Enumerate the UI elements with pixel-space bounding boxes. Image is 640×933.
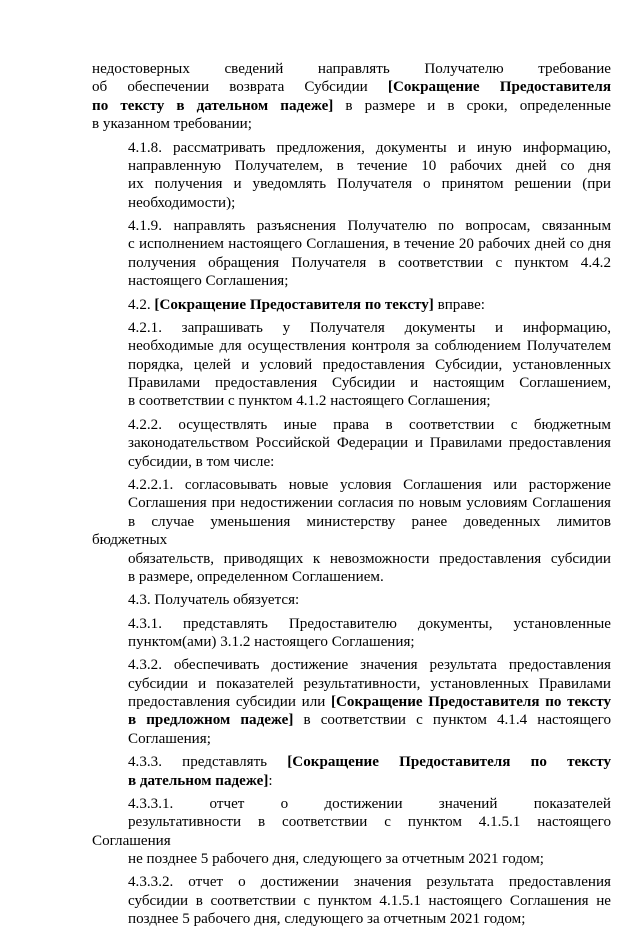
text-segment: 4.1.9. направлять разъяснения Получателю по вопросам, связанным	[128, 218, 611, 235]
text-segment: субсидии и показателей результативности, установленных Правилами	[128, 675, 611, 692]
paragraph-p7	[92, 476, 611, 586]
text-segment: об обеспечении возврата Субсидии	[92, 79, 388, 96]
text-line	[92, 434, 611, 452]
text-line	[92, 813, 611, 850]
text-line	[92, 217, 611, 235]
text-segment: в соответствии с пунктом 4.1.4 настоящего	[293, 712, 612, 729]
text-segment: законодательством Российской Федерации и Правилами предоставления	[128, 435, 611, 452]
text-segment: в случае уменьшения министерству ранее доведенных лимитов бюджетных	[92, 513, 611, 549]
text-line	[92, 416, 611, 434]
paragraph-p8	[92, 591, 611, 609]
text-line	[92, 319, 611, 337]
text-segment: недостоверных сведений направлять Получателю требование	[92, 61, 611, 77]
paragraph-p1	[92, 60, 611, 134]
text-segment: вправе:	[433, 296, 485, 313]
paragraph-p2	[92, 139, 611, 213]
text-segment: предоставления субсидии или	[128, 694, 331, 711]
bold-placeholder-text: [Сокращение Предоставителя	[387, 79, 611, 96]
text-line	[92, 235, 611, 253]
text-line	[92, 693, 611, 711]
text-segment: получения обращения Получателя в соответствии с пунктом 4.4.2	[128, 254, 611, 271]
text-segment: в размере, определенном Соглашением.	[128, 568, 384, 585]
text-line	[92, 753, 611, 771]
text-segment: порядка, целей и условий предоставления Субсидии, установленных	[128, 356, 611, 373]
text-line	[92, 272, 611, 290]
text-line	[92, 656, 611, 674]
bold-placeholder-text: по тексту в дательном падеже]	[92, 97, 334, 114]
text-line	[92, 568, 611, 586]
text-segment: 4.3.1. представлять Предоставителю документы, установленные	[128, 615, 611, 632]
text-segment: Соглашения;	[128, 730, 211, 747]
text-segment: Соглашения при недостижении согласия по новым условиям Соглашения	[128, 495, 611, 512]
text-line	[92, 392, 611, 410]
text-line	[92, 591, 611, 609]
text-segment: 4.1.8. рассматривать предложения, документы и иную информацию,	[128, 139, 611, 156]
text-line	[92, 337, 611, 355]
text-line	[92, 615, 611, 633]
text-segment: обязательств, приводящих к невозможности предоставления субсидии	[128, 550, 611, 567]
text-segment: 4.2.2.1. согласовывать новые условия Соглашения или расторжение	[128, 476, 611, 493]
bold-placeholder-text: в предложном падеже]	[128, 712, 294, 729]
text-segment: субсидии в соответствии с пунктом 4.1.5.1 настоящего Соглашения не	[128, 892, 611, 909]
text-line	[92, 115, 611, 133]
text-line	[92, 772, 611, 790]
text-line	[92, 494, 611, 512]
document-body	[92, 60, 611, 933]
text-segment: позднее 5 рабочего дня, следующего за отчетным 2021 годом;	[128, 911, 526, 928]
text-segment: результативности в соответствии с пунктом 4.1.5.1 настоящего Соглашения	[92, 814, 611, 849]
text-line	[92, 374, 611, 392]
text-line	[92, 476, 611, 494]
paragraph-p6	[92, 416, 611, 471]
text-segment: 4.2.2. осуществлять иные права в соответствии с бюджетным	[128, 416, 611, 433]
text-segment: в размере и в сроки, определенные	[333, 97, 611, 114]
bold-placeholder-text: [Сокращение Предоставителя по тексту	[330, 694, 611, 711]
paragraph-p3	[92, 217, 611, 291]
text-segment: :	[268, 772, 273, 789]
text-segment: с исполнением настоящего Соглашения, в течение 20 рабочих дней со дня	[128, 236, 611, 253]
text-segment: их получения и уведомлять Получателя о принятом решении (при	[128, 176, 611, 193]
text-line	[92, 60, 611, 78]
text-line	[92, 296, 611, 314]
text-segment: необходимые для осуществления контроля за соблюдением Получателем	[128, 338, 611, 355]
bold-placeholder-text: в дательном падеже]	[128, 772, 269, 789]
paragraph-p4	[92, 296, 611, 314]
text-segment: направленную Получателем, в течение 10 рабочих дней со дня	[128, 157, 611, 174]
text-line	[92, 175, 611, 193]
text-line	[92, 157, 611, 175]
text-segment: 4.3.3.2. отчет о достижении значения результата предоставления	[128, 874, 611, 891]
text-segment: 4.3.2. обеспечивать достижение значения результата предоставления	[128, 657, 611, 674]
text-line	[92, 453, 611, 471]
text-line	[92, 139, 611, 157]
text-segment: 4.3.3. представлять	[128, 754, 288, 771]
paragraph-p11	[92, 753, 611, 790]
text-line	[92, 254, 611, 272]
text-segment: 4.3.3.1. отчет о достижении значений показателей	[128, 795, 611, 812]
text-line	[92, 675, 611, 693]
text-segment: в соответствии с пунктом 4.1.2 настоящего Соглашения;	[128, 393, 491, 410]
text-line	[92, 711, 611, 729]
paragraph-p5	[92, 319, 611, 411]
bold-placeholder-text: [Сокращение Предоставителя по тексту]	[154, 296, 434, 313]
text-line	[92, 873, 611, 891]
text-segment: 4.2.1. запрашивать у Получателя документы и информацию,	[128, 319, 611, 336]
paragraph-p12	[92, 795, 611, 869]
text-segment: Правилами предоставления Субсидии и настоящим Соглашением,	[128, 375, 611, 392]
text-line	[92, 910, 611, 928]
text-line	[92, 513, 611, 550]
text-line	[92, 730, 611, 748]
text-line	[92, 194, 611, 212]
text-segment: пунктом(ами) 3.1.2 настоящего Соглашения;	[128, 633, 415, 650]
text-segment: необходимости);	[128, 194, 236, 211]
text-line	[92, 795, 611, 813]
text-segment: настоящего Соглашения;	[128, 273, 289, 290]
text-segment: в указанном требовании;	[92, 116, 252, 133]
text-segment: субсидии, в том числе:	[128, 453, 275, 470]
paragraph-p13	[92, 873, 611, 928]
text-line	[92, 97, 611, 115]
text-line	[92, 356, 611, 374]
paragraph-p10	[92, 656, 611, 748]
text-segment: не позднее 5 рабочего дня, следующего за отчетным 2021 годом;	[128, 851, 544, 868]
text-line	[92, 633, 611, 651]
text-segment: 4.3. Получатель обязуется:	[128, 592, 300, 609]
text-line	[92, 892, 611, 910]
paragraph-p9	[92, 615, 611, 652]
text-line	[92, 550, 611, 568]
bold-placeholder-text: [Сокращение Предоставителя по тексту	[287, 754, 611, 771]
text-line	[92, 850, 611, 868]
text-line	[92, 78, 611, 96]
text-segment: 4.2.	[128, 296, 155, 313]
